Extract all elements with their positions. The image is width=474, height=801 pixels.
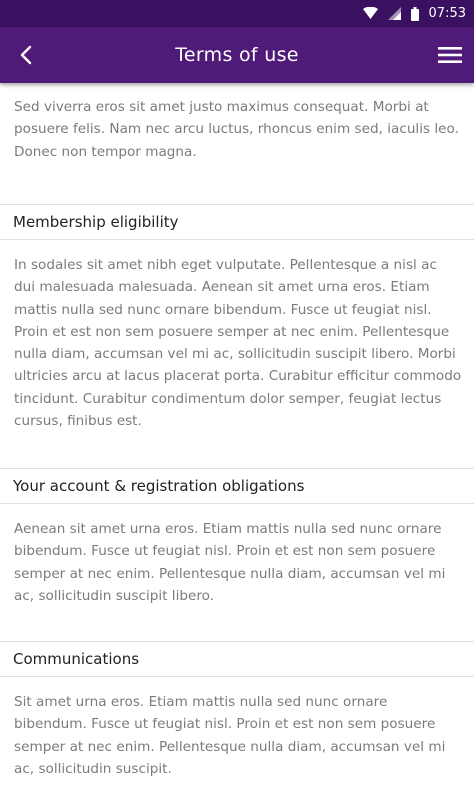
status-time: 07:53 <box>428 6 466 21</box>
battery-icon <box>411 7 419 21</box>
section-heading-account: Your account & registration obligations <box>0 468 474 504</box>
section-body-intro: Sed viverra eros sit amet justo maximus consequat. Morbi at posuere felis. Nam nec arcu luctus, rhoncus enim sed, iaculis leo. Donec non tempor magna. <box>14 99 459 160</box>
status-bar <box>0 0 474 27</box>
section-body-communications: Sit amet urna eros. Etiam mattis nulla sed nunc ornare bibendum. Fusce ut feugiat nisl. Proin et est non sem posuere semper at nec enim. Pellentesque nulla diam, accumsan vel mi ac, sollicitudin suscipit. <box>14 694 446 777</box>
app-bar <box>0 27 474 83</box>
signal-icon <box>388 7 401 20</box>
hamburger-menu-icon[interactable] <box>434 39 466 71</box>
section-heading-membership: Membership eligibility <box>0 204 474 240</box>
section-heading-communications: Communications <box>0 641 474 677</box>
page-title: Terms of use <box>175 44 299 66</box>
section-body-account: Aenean sit amet urna eros. Etiam mattis nulla sed nunc ornare bibendum. Fusce ut feugiat nisl. Proin et est non sem posuere semper at nec enim. Pellentesque nulla diam, accumsan vel mi ac, sollicitudin suscipit libero. <box>14 521 446 604</box>
wifi-icon <box>363 7 378 20</box>
back-arrow-icon[interactable] <box>10 39 42 71</box>
terms-content[interactable] <box>0 83 474 801</box>
section-body-membership: In sodales sit amet nibh eget vulputate. Pellentesque a nisl ac dui malesuada malesuada. Aenean sit amet urna eros. Etiam mattis nulla sed nunc ornare bibendum. Fusce ut feugiat nisl. Proin et est non sem posuere semper at nec enim. Pellentesque nulla diam, accumsan vel mi ac, sollicitudin suscipit libero. Morbi ultricies arcu at lacus placerat porta. Curabitur efficitur commodo tincidunt. Curabitur condimentum dolor semper, feugiat lectus cursus, finibus est. <box>14 257 462 430</box>
